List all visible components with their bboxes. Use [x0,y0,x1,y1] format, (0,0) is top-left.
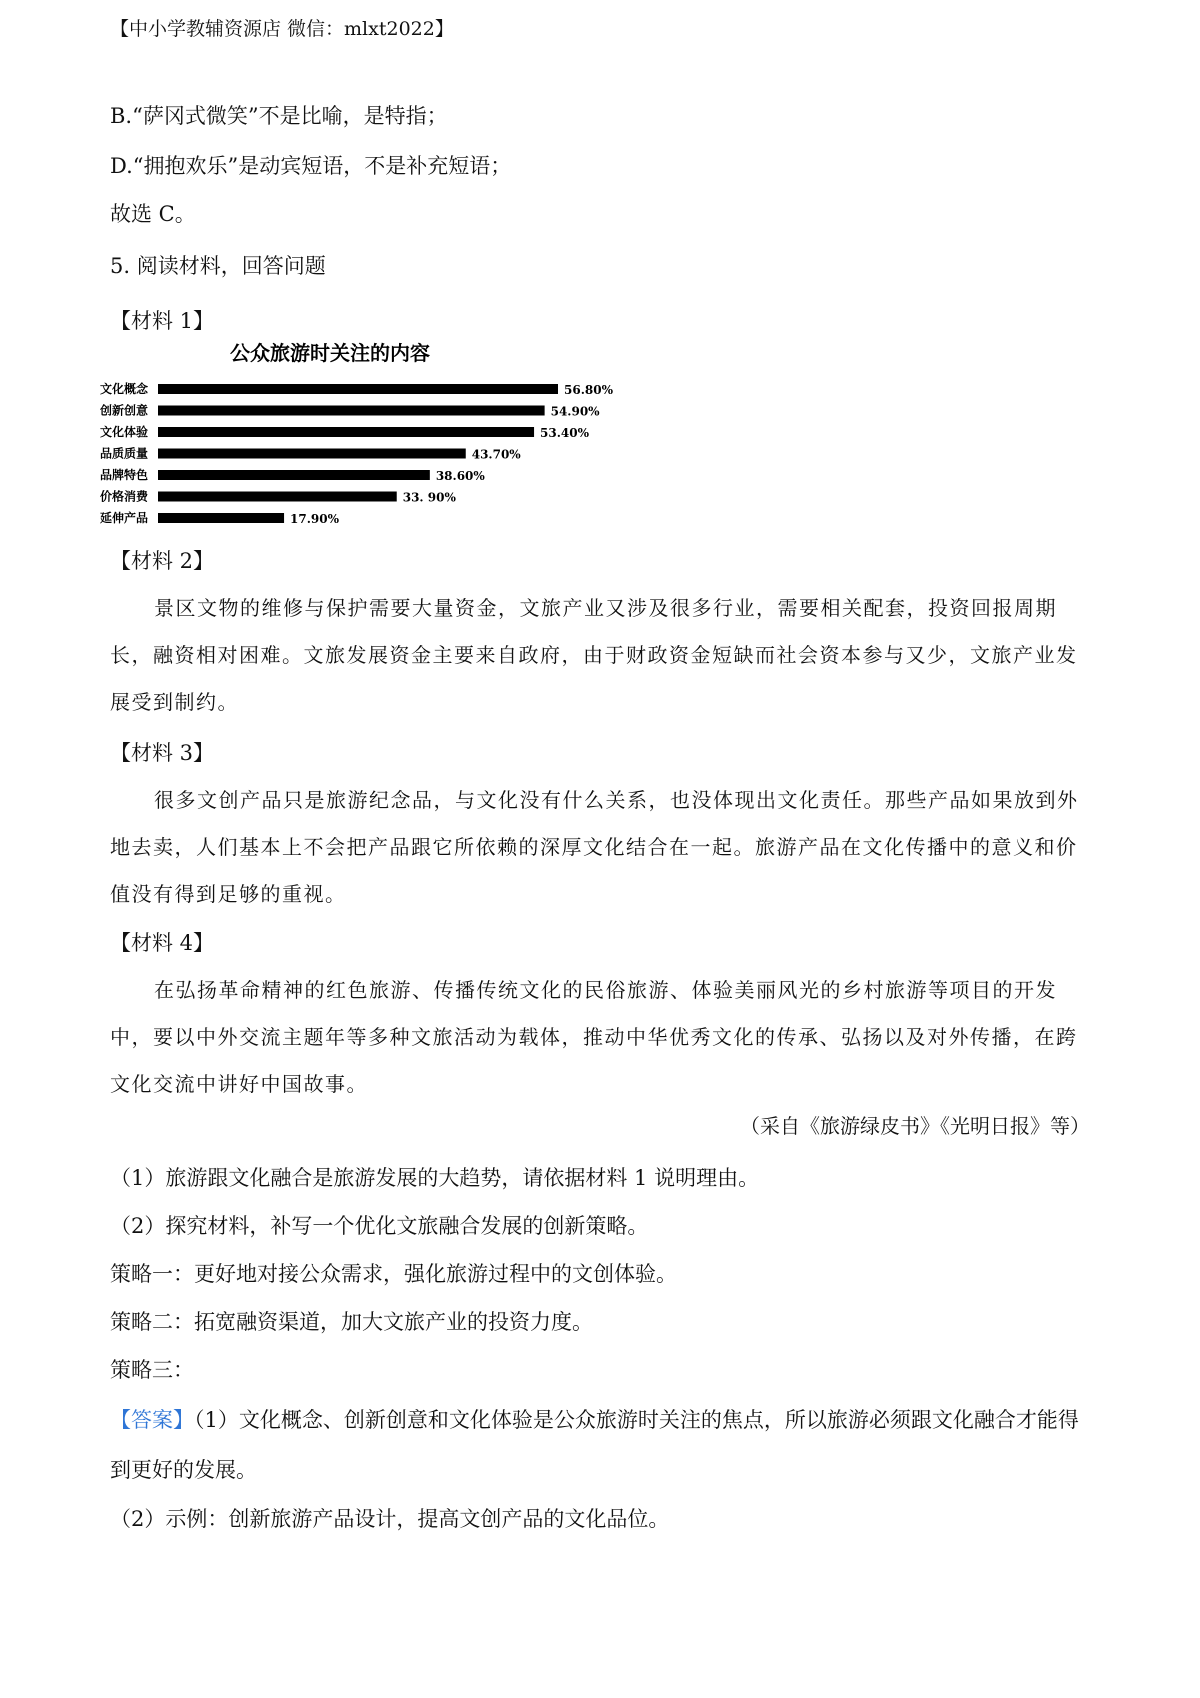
option-d-line: D.“拥抱欢乐”是动宾短语，不是补充短语； [110,154,512,178]
material-2-heading: 【材料 2】 [110,549,215,573]
bar [158,492,397,502]
category-label: 品牌特色 [100,468,149,482]
material-4-text: 在弘扬革命精神的红色旅游、传播传统文化的民俗旅游、体验美丽风光的乡村旅游等项目的开发中，要以中外交流主题年等多种文旅活动为载体，推动中华优秀文化的传承、弘扬以及对外传播，在跨文化交流中讲好中国故事。 [110,978,1078,1096]
value-label: 17.90% [290,512,340,526]
material-4-heading: 【材料 4】 [110,931,215,955]
category-label: 文化体验 [100,425,149,439]
bar [158,427,534,437]
value-label: 54.90% [550,404,600,419]
answer-tag: 【答案】 [110,1408,194,1432]
category-label: 创新创意 [100,403,149,418]
strategy-3: 策略三： [110,1358,194,1382]
bar [158,513,284,523]
category-label: 延伸产品 [100,511,149,525]
material-1-heading: 【材料 1】 [110,309,215,333]
bar-chart [100,338,660,534]
value-label: 38.60% [435,469,485,483]
header-watermark: 【中小学教辅资源店 微信：mlxt2022】 [110,18,454,40]
answer-2: （2）示例：创新旅游产品设计，提高文创产品的文化品位。 [110,1507,670,1531]
value-label: 33. 90% [402,490,456,505]
bar [158,384,558,394]
source-citation: （采自《旅游绿皮书》《光明日报》等） [740,1114,1090,1138]
value-label: 43.70% [471,447,521,462]
value-label: 53.40% [540,426,590,440]
value-label: 56.80% [564,383,613,397]
category-label: 价格消费 [100,489,149,504]
material-3-heading: 【材料 3】 [110,741,215,765]
question-2: （2）探究材料，补写一个优化文旅融合发展的创新策略。 [110,1214,649,1238]
category-label: 品质质量 [100,446,149,461]
material-3-text: 很多文创产品只是旅游纪念品，与文化没有什么关系，也没体现出文化责任。那些产品如果放到外地去卖，人们基本上不会把产品跟它所依赖的深厚文化结合在一起。旅游产品在文化传播中的意义和价值没有得到足够的重视。 [110,788,1079,906]
category-label: 文化概念 [100,382,149,396]
choice-line: 故选 C。 [110,202,196,226]
bar [158,406,545,416]
question-5-heading: 5. 阅读材料，回答问题 [110,254,326,278]
material-2-text: 景区文物的维修与保护需要大量资金，文旅产业又涉及很多行业，需要相关配套，投资回报周期长，融资相对困难。文旅发展资金主要来自政府，由于财政资金短缺而社会资本参与又少，文旅产业发展受到制约。 [110,596,1078,714]
strategy-1: 策略一：更好地对接公众需求，强化旅游过程中的文创体验。 [110,1262,677,1286]
option-b-line: B.“萨冈式微笑”不是比喻，是特指； [110,104,448,128]
question-1: （1）旅游跟文化融合是旅游发展的大趋势，请依据材料 1 说明理由。 [110,1166,760,1190]
answer-1-line: 【答案】（1）文化概念、创新创意和文化体验是公众旅游时关注的焦点，所以旅游必须跟文化融合才能得 [110,1408,1079,1432]
bar [158,449,466,459]
answer-1-continued: 到更好的发展。 [110,1458,257,1482]
chart-title: 公众旅游时关注的内容 [230,341,430,365]
bar [158,470,430,480]
strategy-2: 策略二：拓宽融资渠道，加大文旅产业的投资力度。 [110,1310,593,1334]
